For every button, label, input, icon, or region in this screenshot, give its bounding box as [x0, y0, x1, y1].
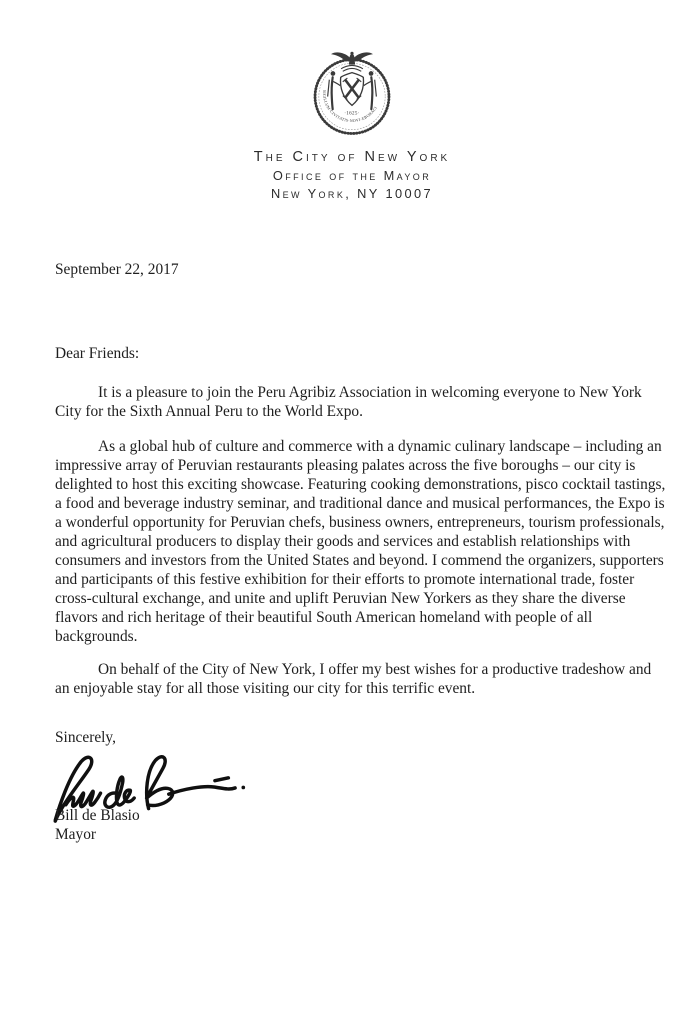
seal-year: ·1625·: [344, 111, 360, 117]
signature-image: [48, 749, 668, 805]
letterhead-address-line: New York, NY 10007: [270, 186, 434, 201]
salutation: Dear Friends:: [55, 345, 140, 362]
letterhead-city-line: The City of New York: [253, 149, 451, 165]
seal-legend: SIGILLUM·CIVITATIS·NOVI·EBORACI: [321, 89, 379, 124]
letter-body: [55, 260, 668, 844]
paragraph-1: It is a pleasure to join the Peru Agribiz Association in welcoming everyone to New York City for the Sixth Annual Peru to the World Expo.: [55, 384, 642, 420]
nyc-seal-icon: [22, 46, 682, 137]
paragraph-3: On behalf of the City of New York, I offer my best wishes for a productive tradeshow and an enjoyable stay for all those visiting our city for this terrific event.: [55, 661, 652, 697]
letter-date: September 22, 2017: [55, 261, 179, 278]
signer-title: Mayor: [55, 826, 97, 843]
letterhead: [0, 0, 682, 203]
closing: Sincerely,: [55, 729, 116, 746]
letterhead-office-line: Office of the Mayor: [272, 168, 432, 183]
signer-name: Bill de Blasio: [55, 807, 140, 824]
paragraph-2: As a global hub of culture and commerce with a dynamic culinary landscape – including an impressive array of Peruvian restaurants pleasing palates across the five boroughs – our city is delighted to host this exciting showcase. Featuring cooking demonstrations, pisco cocktail tastings, a food and beverage industry seminar, and traditional dance and musical performances, the Expo is a wonderful opportunity for Peruvian chefs, business owners, entrepreneurs, tourism professionals, and agricultural producers to display their goods and services and establish relationships with consumers and investors from the United States and beyond. I commend the organizers, supporters and participants of this festive exhibition for their efforts to promote international trade, foster cross-cultural exchange, and unite and uplift Peruvian New Yorkers as they share the diverse flavors and rich heritage of their beautiful South American homeland with people of all backgrounds.: [55, 438, 666, 645]
svg-text:SIGILLUM·CIVITATIS·NOVI·EBORAC: [322, 90, 378, 123]
